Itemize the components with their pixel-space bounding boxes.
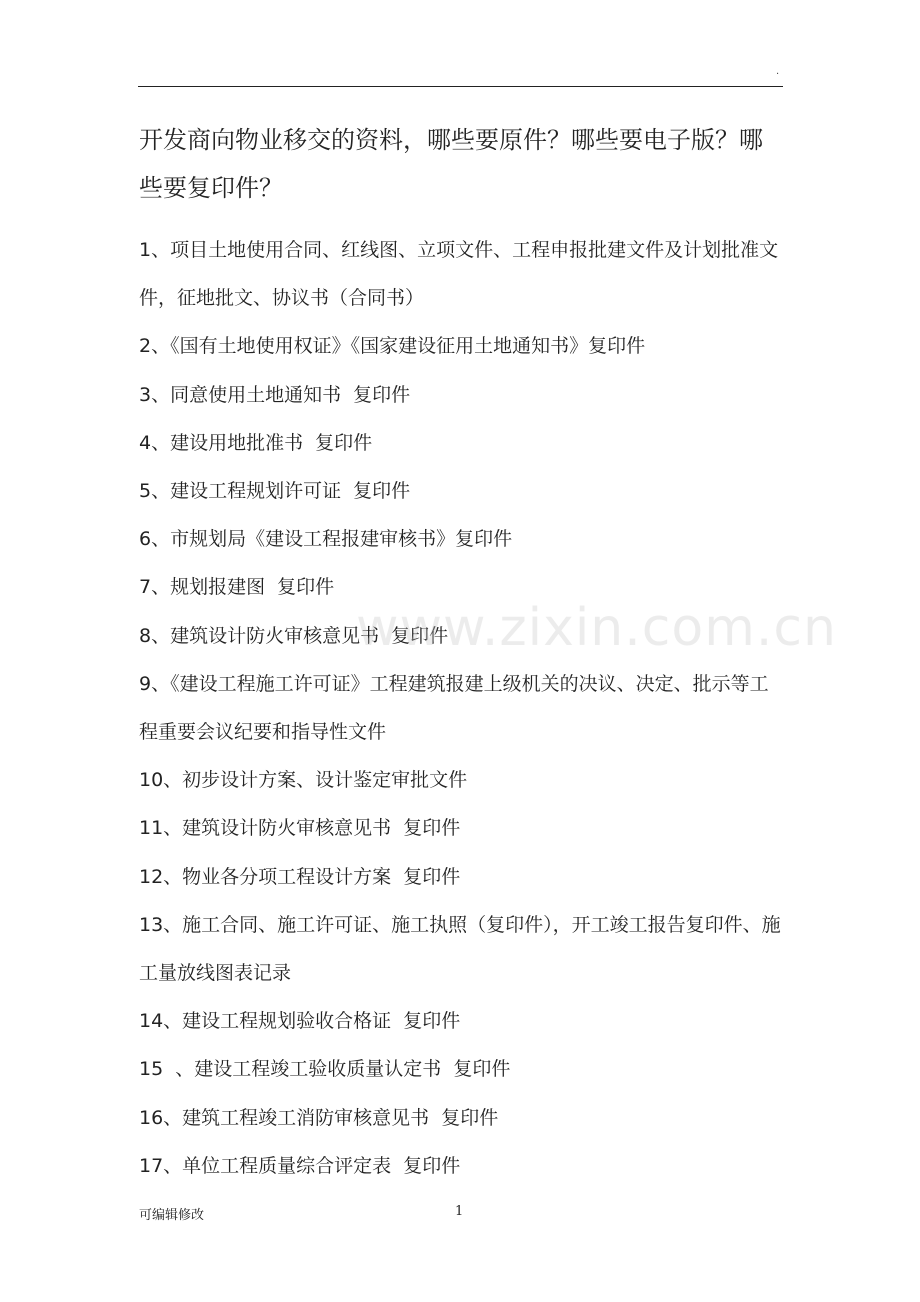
list-item: 7、规划报建图 复印件 (139, 576, 335, 599)
item-list (139, 226, 787, 1190)
list-item: 2、《国有土地使用权证》《国家建设征用土地通知书》复印件 (139, 335, 646, 358)
list-item: 13、施工合同、施工许可证、施工执照（复印件），开工竣工报告复印件、施工量放线图表记录 (139, 913, 781, 985)
list-item: 14、建设工程规划验收合格证 复印件 (139, 1010, 461, 1033)
page-number: 1 (455, 1204, 464, 1219)
list-item: 15 、建设工程竣工验收质量认定书 复印件 (139, 1058, 511, 1081)
list-item: 17、单位工程质量综合评定表 复印件 (139, 1154, 461, 1177)
watermark: www.zixin.com.cn (356, 598, 837, 658)
list-item: 16、建筑工程竣工消防审核意见书 复印件 (139, 1106, 499, 1129)
list-item: 1、项目土地使用合同、红线图、立项文件、工程申报批建文件及计划批准文件，征地批文、协议书（合同书） (139, 239, 779, 310)
list-item: 11、建筑设计防火审核意见书 复印件 (139, 817, 461, 840)
list-item: 8、建筑设计防火审核意见书 复印件 (139, 624, 449, 647)
list-item: 4、建设用地批准书 复印件 (139, 431, 373, 454)
footer-note: 可编辑修改 (139, 1208, 205, 1223)
header-rule (138, 86, 783, 87)
list-item: 9、《建设工程施工许可证》工程建筑报建上级机关的决议、决定、批示等工程重要会议纪要和指导性文件 (139, 672, 769, 744)
list-item: 5、建设工程规划许可证 复印件 (139, 480, 411, 503)
header-mark: . (776, 66, 780, 77)
document-title: 开发商向物业移交的资料，哪些要原件？哪些要电子版？哪些要复印件？ (139, 126, 763, 202)
list-item: 3、同意使用土地通知书 复印件 (139, 383, 411, 406)
list-item: 12、物业各分项工程设计方案 复印件 (139, 865, 461, 888)
list-item: 10、初步设计方案、设计鉴定审批文件 (139, 769, 468, 792)
list-item: 6、市规划局《建设工程报建审核书》复印件 (139, 528, 513, 551)
